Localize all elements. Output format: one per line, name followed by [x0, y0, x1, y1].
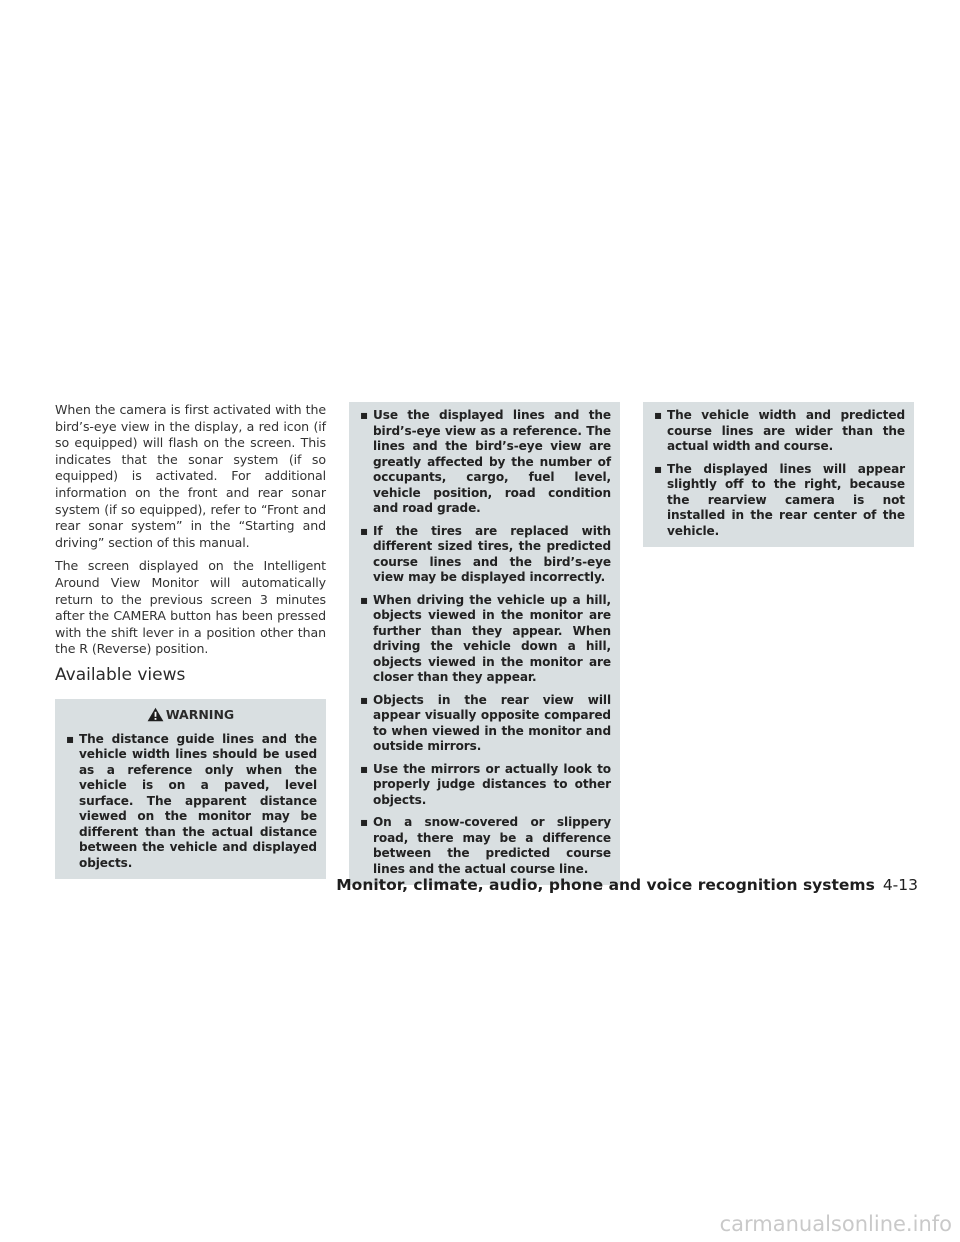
warning-box-continued — [349, 402, 620, 885]
bullet: ▪ — [654, 461, 663, 476]
paragraph: When the camera is first activated with the bird’s-eye view in the display, a red icon (if so equipped) will flash on the screen. This indicates that the sonar system (if so equipped) is activated. For additional information on the front and rear sonar system (if so equipped), refer to “Front and rear sonar system” in the “Starting and driving” section of this manual. — [55, 402, 326, 550]
warning-item-text: The vehicle width and predicted course lines are wider than the actual width and course. — [667, 408, 905, 453]
page-number: 4-13 — [882, 876, 918, 894]
warning-item — [358, 524, 611, 586]
warning-item — [358, 762, 611, 809]
column-1 — [55, 402, 326, 879]
footer-section-title: Monitor, climate, audio, phone and voice recognition systems — [336, 876, 875, 894]
warning-item-text: Use the mirrors or actually look to properly judge distances to other objects. — [373, 761, 611, 807]
warning-item — [358, 408, 611, 517]
bullet: ▪ — [360, 592, 369, 607]
bullet: ▪ — [360, 815, 369, 829]
warning-header — [64, 705, 317, 725]
warning-item — [358, 693, 611, 755]
warning-item — [64, 732, 317, 872]
section-heading: Available views — [55, 664, 186, 685]
warning-label: WARNING — [165, 707, 235, 723]
warning-item-text: The displayed lines will appear slightly off to the right, because the rearview camera is not installed in the rear center of the vehicle. — [667, 461, 905, 538]
paragraph: The screen displayed on the Intelligent Around View Monitor will automatically return to the previous screen 3 minutes after the CAMERA button has been pressed with the shift lever in a position other than the R (Reverse) position. — [55, 558, 326, 657]
warning-triangle-icon — [147, 707, 164, 722]
warning-box-continued — [643, 402, 914, 547]
warning-item — [652, 462, 905, 540]
warning-item-text: If the tires are replaced with different sized tires, the predicted course lines and the bird’s-eye view may be displayed incorrectly. — [373, 523, 611, 584]
bullet: ▪ — [360, 408, 369, 422]
warning-item — [358, 815, 611, 877]
warning-list — [64, 732, 317, 872]
bullet: ▪ — [66, 731, 75, 746]
column-2 — [349, 402, 620, 885]
warning-list — [652, 408, 905, 539]
watermark: carmanualsonline.info — [719, 1212, 952, 1236]
warning-item-text: On a snow-covered or slippery road, there may be a difference between the predicted course lines and the actual course line. — [373, 815, 611, 876]
bullet: ▪ — [360, 761, 369, 776]
warning-item-text: When driving the vehicle up a hill, objects viewed in the monitor are further than they appear. When driving the vehicle down a hill, objects viewed in the monitor are closer than they appear. — [373, 592, 611, 684]
warning-item-text: Objects in the rear view will appear visually opposite compared to when viewed in the monitor and outside mirrors. — [373, 692, 611, 753]
warning-item — [358, 593, 611, 686]
warning-box — [55, 699, 326, 880]
bullet: ▪ — [360, 523, 369, 538]
warning-item-text: The distance guide lines and the vehicle width lines should be used as a reference only when the vehicle is on a paved, level surface. The apparent distance viewed on the monitor may be different than the actual distance between the vehicle and displayed objects. — [79, 731, 317, 870]
warning-item — [652, 408, 905, 455]
warning-item-text: Use the displayed lines and the bird’s-eye view as a reference. The lines and the bird’s-eye view are greatly affected by the number of occupants, cargo, fuel level, vehicle position, road condition and road grade. — [373, 408, 611, 515]
bullet: ▪ — [360, 692, 369, 707]
bullet: ▪ — [654, 408, 663, 422]
page-footer — [336, 876, 918, 894]
column-3 — [643, 402, 914, 547]
warning-list — [358, 408, 611, 877]
